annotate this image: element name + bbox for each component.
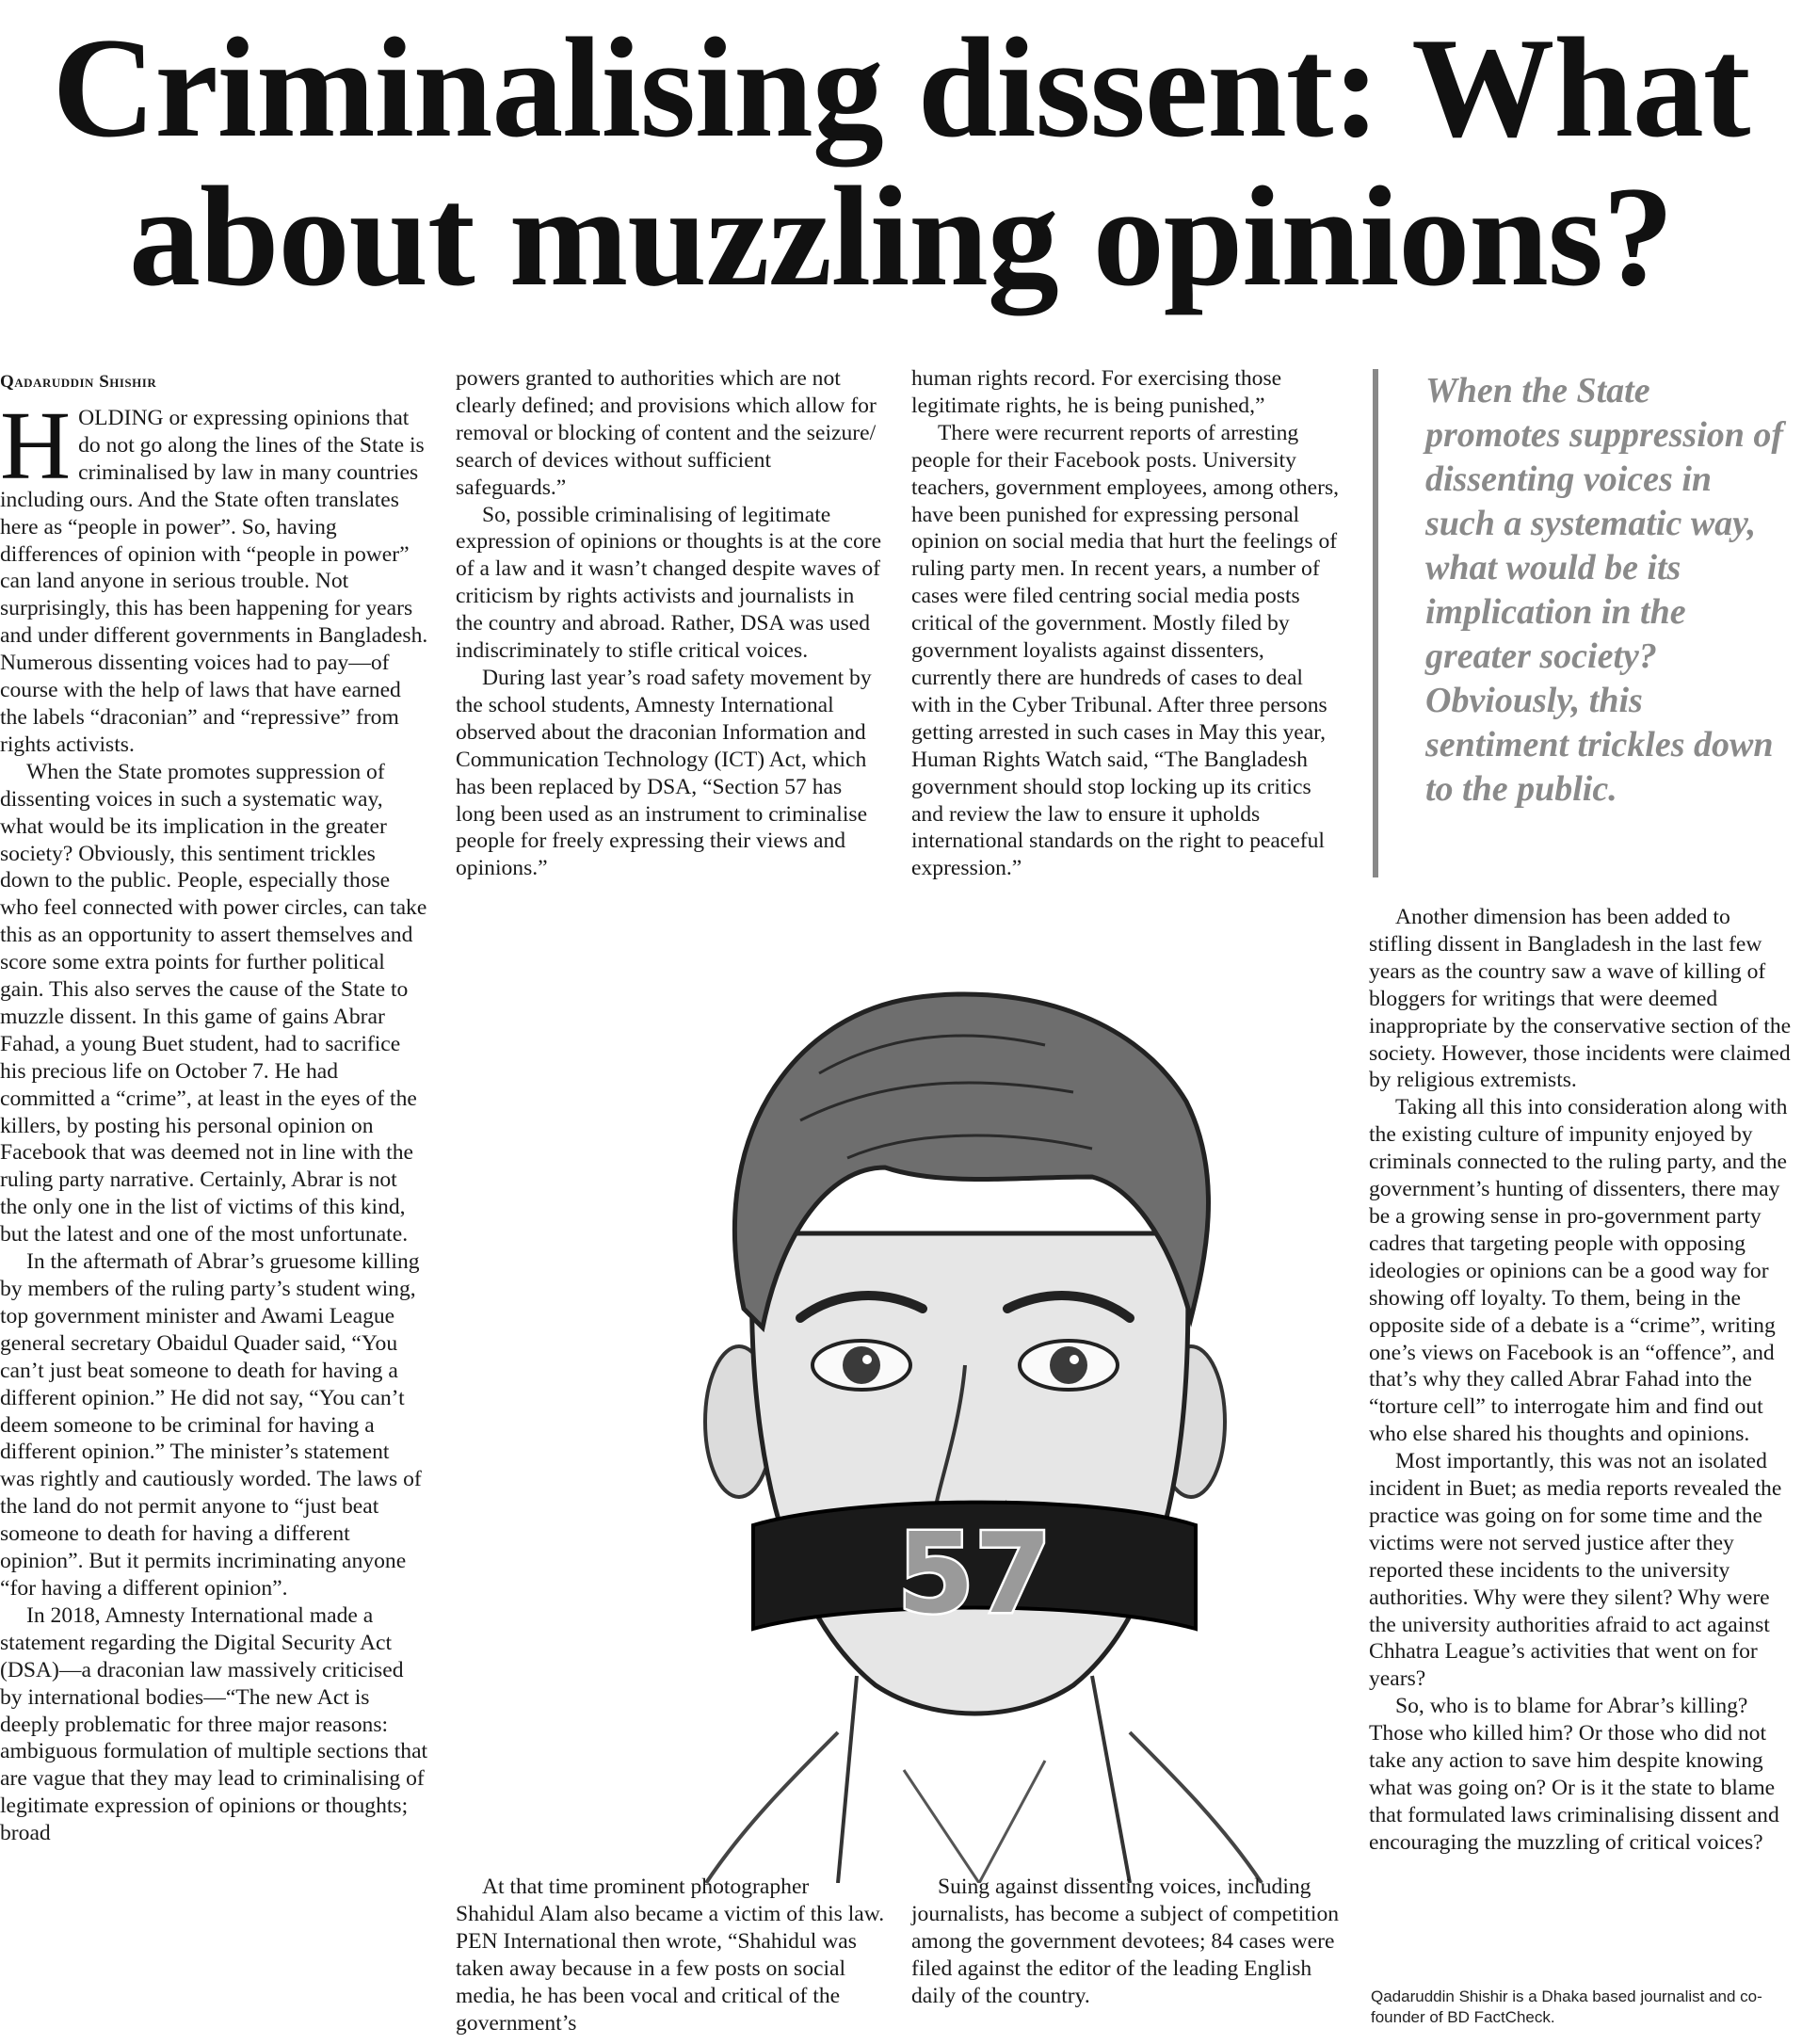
paragraph: There were recurrent reports of arresting people for their Facebook posts. University teachers, government employees, among others, have been punished for expressing personal opinion on social media that hurt the feelings of ruling party men. In recent years, a number of cases were filed centring social media posts critical of the government. Mostly filed by government loyalists against dissenters, currently there are hundreds of cases to deal with in the Cyber Tribunal. After three persons getting arrested in such cases in May this year, Human Rights Watch said, “The Bangladesh government should stop locking up its critics and review the law to ensure it upholds international standards on the right to peaceful expression.” — [911, 420, 1340, 881]
byline: Qadaruddin Shishir — [0, 372, 157, 392]
lead-text: or expressing opinions that do not go along the lines of the State is criminalised by law in many countries including ours. And the State often translates here as “people in power”. So, having differences of opinion with “people in power” can land anyone in serious trouble. Not surprisingly, this has been happening for years and under different governments in Bangladesh. Numerous dissenting voices had to pay—of course with the help of laws that have earned the labels “draconian” and “repressive” from rights activists. — [0, 406, 428, 757]
article-column-3-top — [911, 365, 1341, 882]
paragraph: Suing against dissenting voices, including journalists, has become a subject of competition among the government devotees; 84 cases were filed against the editor of the leading English daily of the country. — [911, 1875, 1340, 2008]
author-note: Qadaruddin Shishir is a Dhaka based journalist and co-founder of BD FactCheck. — [1371, 1988, 1762, 2026]
headline: Criminalising dissent: What about muzzling opinions? — [52, 8, 1750, 315]
article-column-4 — [1369, 904, 1798, 1857]
paragraph: In the aftermath of Abrar’s gruesome killing by members of the ruling party’s student wing, top government minister and Awami League general secretary Obaidul Quader said, “You can’t just beat someone to death for having a different opinion.” He did not say, “You can’t deem someone to be criminal for having a different opinion.” The minister’s statement was rightly and cautiously worded. The laws of the land do not permit anyone to “just beat someone to death for having a different opinion”. But it permits incriminating anyone “for having a different opinion”. — [0, 1249, 422, 1601]
pull-quote: When the State promotes suppression of dissenting voices in such a systematic way, what would be its implication in the greater society? Obviously, this sentiment trickles down to the public. — [1373, 369, 1787, 877]
paragraph: When the State promotes suppression of dissenting voices in such a systematic way, what would be its implication in the greater society? Obviously, this sentiment trickles down to the public. People, especially those who feel connected with power circles, can take this as an opportunity to assert themselves and score some extra points for further political gain. This also serves the cause of the State to muzzle dissent. In this game of gains Abrar Fahad, a young Buet student, had to sacrifice his precious life on October 7. He had committed a “crime”, at least in the eyes of the killers, by posting his personal opinion on Facebook that was deemed not in line with the ruling party narrative. Certainly, Abrar is not the only one in the list of victims of this kind, but the latest and one of the most unfortunate. — [0, 759, 427, 1247]
paragraph: During last year’s road safety movement by the school students, Amnesty International observed about the draconian Information and Communication Technology (ICT) Act, which has been replaced by DSA, “Section 57 has long been used as an instrument to criminalise people for freely expressing their views and opinions.” — [456, 665, 872, 881]
lead-paragraph — [0, 392, 429, 759]
paragraph: Most importantly, this was not an isolated incident in Buet; as media reports revealed the practice was going on for some time and the victims were not served justice after they reported these incidents to the university authorities. Why were they silent? Why were the university authorities afraid to act against Chhatra League’s activities that went on for years? — [1369, 1449, 1782, 1692]
article-column-3-bottom — [911, 1874, 1341, 2010]
lead-smallcaps: OLDING — [78, 406, 164, 430]
article-column-2-top — [456, 365, 885, 882]
gagged-man-illustration — [603, 951, 1356, 1883]
paragraph: So, who is to blame for Abrar’s killing? Those who killed him? Or those who did not take any action to save him despite knowing what was going on? Or is it the state to blame that formulated laws criminalising dissent and encouraging the muzzling of critical voices? — [1369, 1694, 1779, 1855]
article-column-1 — [0, 371, 429, 1847]
paragraph: So, possible criminalising of legitimate expression of opinions or thoughts is at the core of a law and it wasn’t changed despite waves of criticism by rights activists and journalists in the country and abroad. Rather, DSA was used indiscriminately to stifle critical voices. — [456, 502, 882, 664]
paragraph: At that time prominent photographer Shahidul Alam also became a victim of this law. PEN International then wrote, “Shahidul was taken away because in a few posts on social media, he has been vocal and critical of the government’s — [456, 1875, 885, 2036]
paragraph: Taking all this into consideration along with the existing culture of impunity enjoyed by criminals connected to the ruling party, and the government’s hunting of dissenters, there may be a growing sense in pro-government party cadres that targeting people with opposing ideologies or opinions can be a good way for showing off loyalty. To them, being in the opposite side of a debate is a “crime”, writing one’s views on Facebook is an “offence”, and that’s why they called Abrar Fahad into the “torture cell” to interrogate him and find out who else shared his thoughts and opinions. — [1369, 1095, 1788, 1447]
paragraph: human rights record. For exercising those legitimate rights, he is being punished,” — [911, 366, 1282, 418]
paragraph: Another dimension has been added to stifling dissent in Bangladesh in the last few years as the country saw a wave of killing of bloggers for writings that were deemed inappropriate by the conservative section of the society. However, those incidents were claimed by religious extremists. — [1369, 905, 1792, 1093]
article-column-2-bottom — [456, 1874, 885, 2036]
drop-cap: H — [0, 392, 72, 500]
paragraph: powers granted to authorities which are not clearly defined; and provisions which allow for removal or blocking of content and the seizure/ search of devices without sufficient safeguards.” — [456, 366, 877, 500]
gag-number: 57 — [896, 1508, 1053, 1638]
paragraph: In 2018, Amnesty International made a statement regarding the Digital Security Act (DSA)—a draconian law massively criticised by international bodies—“The new Act is deeply problematic for three major reasons: ambiguous formulation of multiple sections that are vague that they may lead to criminalising of legitimate expression of opinions or thoughts; broad — [0, 1602, 428, 1846]
